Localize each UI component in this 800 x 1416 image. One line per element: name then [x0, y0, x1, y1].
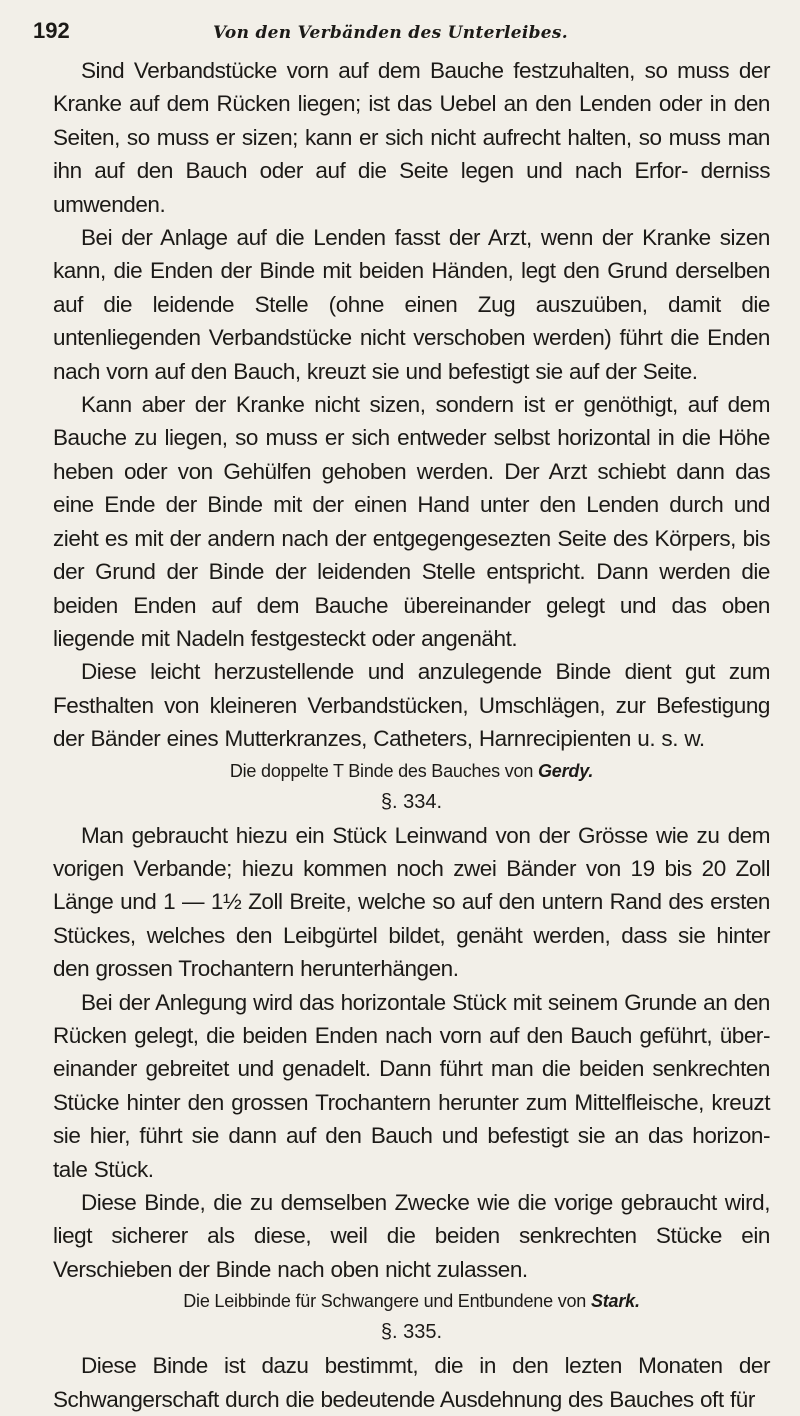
paragraph: Diese leicht herzustellende und anzulegende Binde dient gut zum Festhalten von kleineren Verbandstücken, Umschlägen, zur Befestigung der Bänder eines Mutterkranzes, Catheters, Harnrecipienten u. s. w. — [53, 659, 770, 752]
paragraph: Man gebraucht hiezu ein Stück Leinwand von der Grösse wie zu dem vorigen Verbande; hiezu kommen noch zwei Bänder von 19 bis 20 Zoll Länge und 1 — 1½ Zoll Breite, welche so auf den untern Rand des ersten Stückes, welches den Leibgürtel bildet, genäht werden, dass sie hinter den grossen Trochantern herunterhängen. — [53, 822, 770, 982]
paragraph: Diese Binde ist dazu bestimmt, die in den lezten Monaten der Schwangerschaft durch die bedeutende Ausdehnung des Bauches oft für — [53, 1353, 770, 1412]
paragraph: Diese Binde, die zu demselben Zwecke wie die vorige gebraucht wird, liegt sicherer als diese, weil die beiden senkrechten Stücke ein Verschieben der Binde nach oben nicht zulassen. — [53, 1190, 770, 1282]
paragraph: Bei der Anlegung wird das horizontale Stück mit seinem Grunde an den Rücken gelegt, die beiden Enden nach vorn auf den Bauch geführt, über- einander gebreitet und genadelt. Dann führt man die beiden senkrechten Stücke hinter den grossen Trochantern herunter zum Mittelfleische, kreuzt sie hier, führt sie dann auf den Bauch und befestigt sie an das horizon- tale Stück. — [53, 989, 770, 1182]
section-heading-335 — [53, 1286, 770, 1316]
section-heading-text: Die doppelte T Binde des Bauches von — [229, 760, 534, 781]
running-head — [33, 18, 770, 52]
page-number: 192 — [33, 18, 70, 43]
section-number-335: §. 335. — [380, 1321, 443, 1344]
paragraph: Kann aber der Kranke nicht sizen, sondern ist er genöthigt, auf dem Bauche zu liegen, so muss er sich entweder selbst horizontal in die Höhe heben oder von Gehülfen gehoben werden. Der Arzt schiebt dann das eine Ende der Binde mit der einen Hand unter den Lenden durch und zieht es mit der andern nach der entgegengesezten Seite des Körpers, bis der Grund der Binde der leidenden Stelle entspricht. Dann werden die beiden Enden auf dem Bauche übereinander gelegt und das oben liegende mit Nadeln festgesteckt oder angenäht. — [53, 392, 770, 651]
body-text — [53, 54, 770, 1416]
paragraph: Bei der Anlage auf die Lenden fasst der Arzt, wenn der Kranke sizen kann, die Enden der Binde mit beiden Händen, legt den Grund derselben auf die leidende Stelle (ohne einen Zug auszuüben, damit die untenliegenden Verbandstücke nicht verschoben werden) führt die Enden nach vorn auf den Bauch, kreuzt sie und befestigt sie auf der Seite. — [53, 225, 770, 384]
section-heading-author: Stark. — [590, 1291, 640, 1312]
section-heading-author: Gerdy. — [538, 760, 594, 781]
running-head-title: Von den Verbänden des Unterleibes. — [213, 23, 568, 43]
paragraph: Sind Verbandstücke vorn auf dem Bauche festzuhalten, so muss der Kranke auf dem Rücken liegen; ist das Uebel an den Lenden oder in den Seiten, so muss er sizen; kann er sich nicht aufrecht halten, so muss man ihn auf den Bauch oder auf die Seite legen und nach Erfor- derniss umwenden. — [53, 58, 770, 217]
section-number-334: §. 334. — [380, 790, 443, 813]
section-heading-334 — [53, 756, 770, 786]
section-heading-text: Die Leibbinde für Schwangere und Entbundene von — [183, 1291, 587, 1312]
